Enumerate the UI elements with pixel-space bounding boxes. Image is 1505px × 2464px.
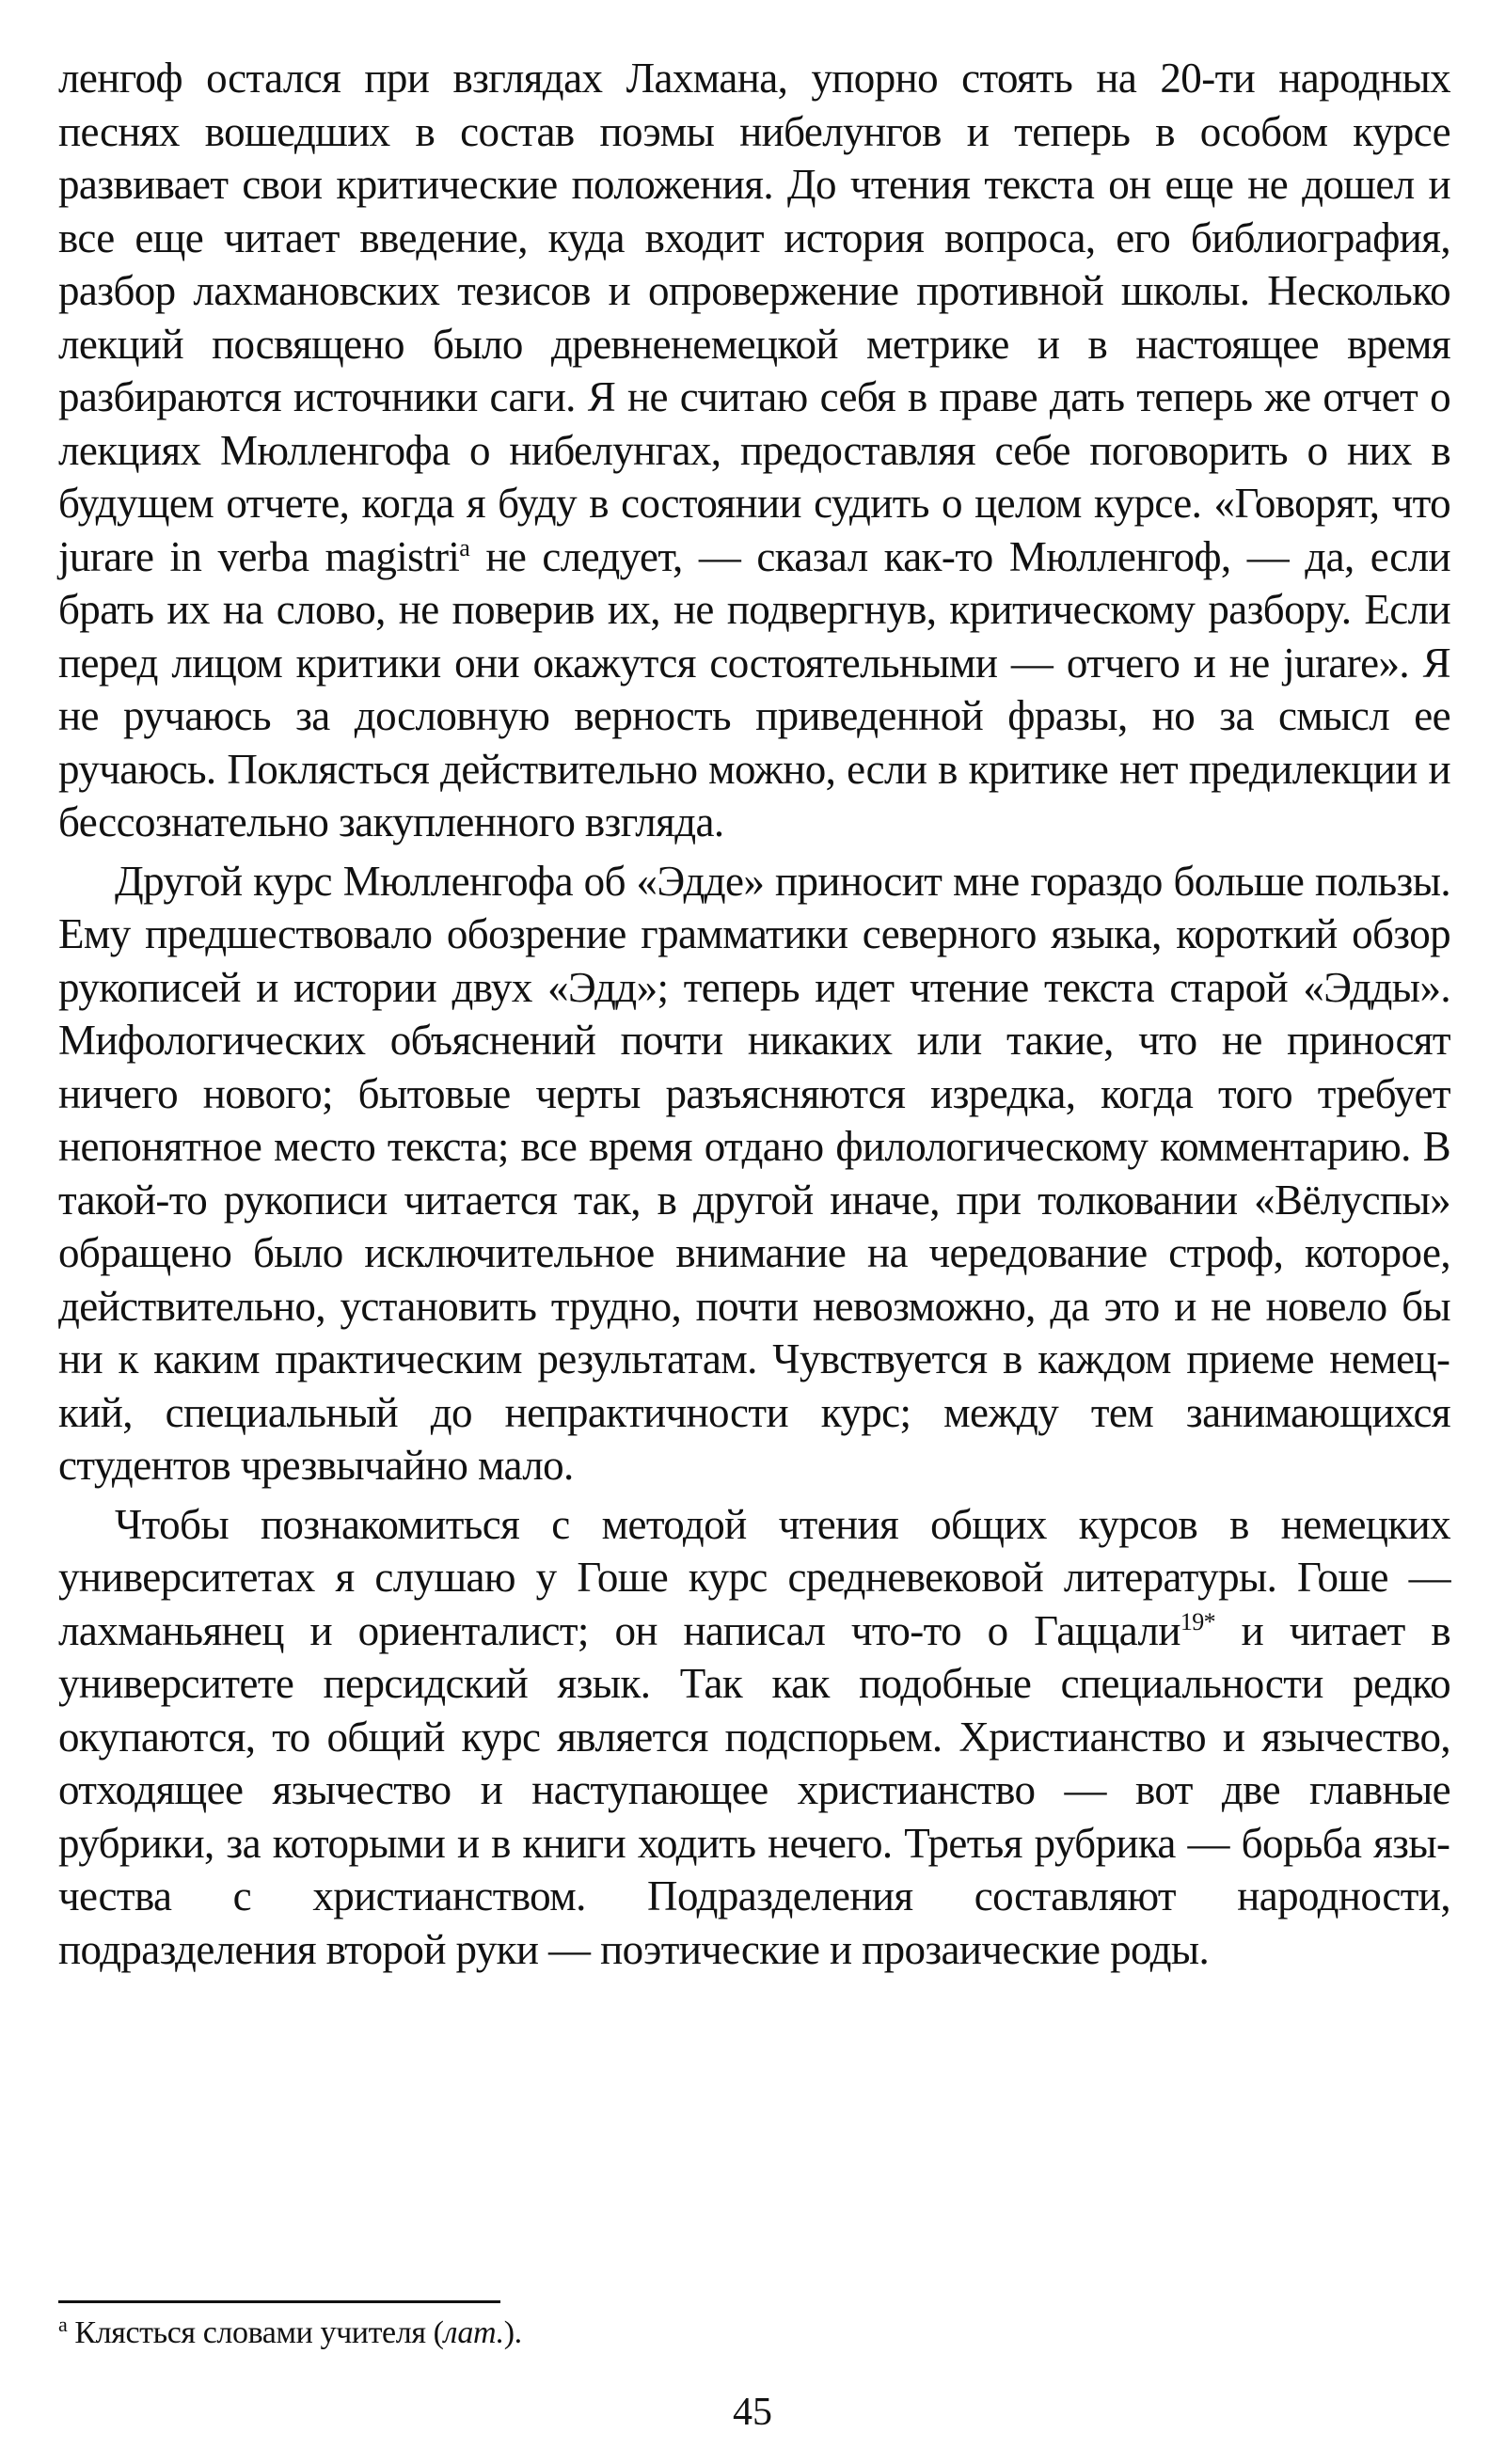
body-text [58,52,1450,1976]
paragraph-text: Чтобы познакомиться с методой чтения общих курсов в немецких университетах я слушаю у Гоше курс средневековой литературы. Гоше — лахманьянец и ориенталист; он написал что-то о Гаццали [58,1500,1450,1654]
paragraph-2 [58,855,1450,1493]
page-number: 45 [733,2391,772,2434]
paragraph-1 [58,52,1450,849]
footnote [58,2312,522,2355]
footnote-reference: а [459,533,470,561]
paragraph-text: не следует, — сказал как-то Мюлленгоф, — да, если брать их на слово, не поверив их, не подвергнув, критическому разбору. Если перед лицом критики они окажутся состоятельными — отчего и не jurare». Я не ручаюсь за дословную верность приведенной фразы, но за смысл ее ручаюсь. Поклясться действительно можно, если в критике нет предилекции и бессознательно закупленного взгляда. [58,532,1450,845]
footnote-mark: а [58,2312,68,2336]
footnote-divider [58,2300,500,2303]
paragraph-3 [58,1498,1450,1977]
footnote-close: ). [503,2315,522,2350]
paragraph-text: ленгоф остался при взглядах Лахмана, упорно стоять на 20-ти народных песнях вошедших в состав поэмы нибелунгов и теперь в особом курсе развивает свои критические положения. До чтения текста он еще не дошел и все еще читает введение, куда входит история вопроса, его библиография, разбор лахмановских тезисов и опровержение противной школы. Несколько лекций посвящено было древненемецкой метрике и в настоящее время разбираются источники саги. Я не считаю себя в праве дать теперь же отчет о лекциях Мюлленгофа о нибелунгах, предоставляя себе поговорить о них в будущем отчете, когда я буду в состоянии судить о целом курсе. «Говорят, что jurare in verba magistri [58,55,1450,580]
paragraph-text: Другой курс Мюлленгофа об «Эдде» приносит мне гораздо больше пользы. Ему предшествовало обозрение грамматики северного языка, короткий обзор рукописей и истории двух «Эдд»; теперь идет чтение текста старой «Эдды». Мифологических объяснений почти никаких или такие, что не приносят ничего нового; бытовые черты разъясняются изредка, когда того требует непонятное место текста; все время отдано филологическому комментарию. В такой-то рукописи читается так, в другой иначе, при толковании «Вёлуспы» обращено было исключительное внимание на чередование строф, которое, действительно, установить трудно, почти невозможно, да это и не новело бы ни к каким практическим результатам. Чувствуется в каждом приеме немецкий, специальный до непрактичности курс; между тем занимающихся студентов чрезвычайно мало. [58,857,1450,1489]
endnote-reference: 19* [1180,1607,1216,1635]
footnote-language: лат. [443,2315,504,2350]
footnote-text: Клясться словами учителя ( [74,2315,444,2350]
paragraph-text: и читает в университете персидский язык. Так как подобные специальности редко окупаются, то общий курс является подспорьем. Христианство и язычество, отходящее язычество и наступающее христианство — вот две главные рубрики, за которыми и в книги ходить нечего. Третья рубрика — борьба язычества с христианством. Подразделения составляют народности, подразделения второй руки — поэтические и прозаические роды. [58,1606,1450,1973]
